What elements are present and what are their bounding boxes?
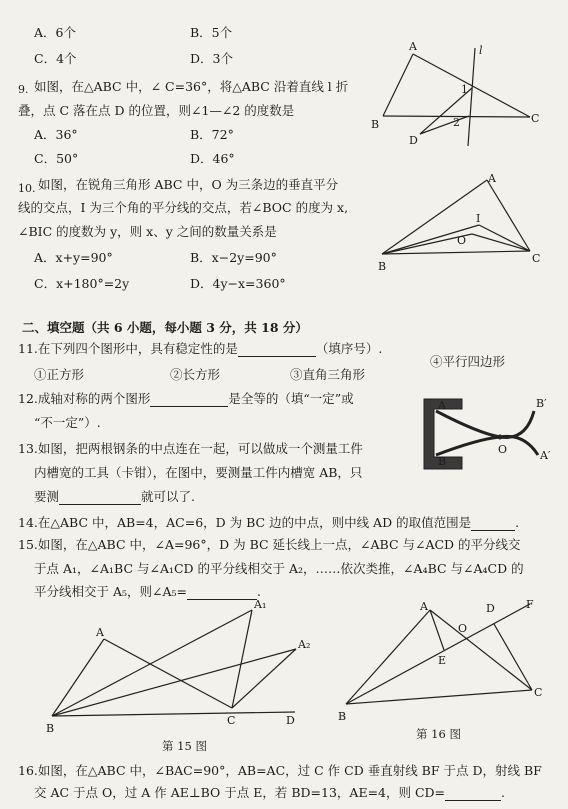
- q9-text-line2: 叠，点 C 落在点 D 的位置，则∠1—∠2 的度数是: [18, 103, 295, 118]
- q16-seg-cd: [494, 624, 532, 690]
- q16-text-line2: 交 AC 于点 O，过 A 作 AE⊥BO 于点 E，若 BD=13，AE=4，则 CD= .: [34, 785, 506, 800]
- q16-caption: 第 16 图: [416, 727, 461, 741]
- q9-number: 9.: [18, 83, 29, 96]
- q9-side-ab: [383, 54, 413, 116]
- q15-caption: 第 15 图: [162, 739, 207, 753]
- q11-text: 11.在下列四个图形中，具有稳定性的是 （填序号）.: [18, 341, 383, 356]
- q9-label-c: C: [531, 112, 540, 125]
- q15-figure: [40, 598, 330, 758]
- q9-option-c: C．50°: [34, 151, 79, 166]
- q8-option-c: C．4个: [34, 51, 77, 66]
- q8-option-a: A．6个: [34, 25, 76, 40]
- q9-text-line1: 如图，在△ABC 中，∠ C=36°，将△ABC 沿着直线 l 折: [34, 79, 349, 94]
- q10-label-a: A: [488, 172, 496, 185]
- q16-label-d: D: [486, 602, 495, 615]
- q16-answer-blank[interactable]: [445, 800, 501, 801]
- q12-text-line2: “不一定”）.: [34, 415, 101, 430]
- q16-side-bc: [346, 690, 532, 704]
- q16-label-a: A: [420, 600, 428, 613]
- q12-answer-blank[interactable]: [150, 406, 228, 407]
- section-fill-in-title: 二、填空题（共 6 小题，每小题 3 分，共 18 分）: [22, 320, 308, 335]
- q10-side-bc: [382, 251, 530, 254]
- q9-label-angle2: 2: [453, 116, 460, 129]
- q13-pivot-o: [498, 435, 503, 440]
- q10-text-line1: 如图，在锐角三角形 ABC 中，O 为三条边的垂直平分: [38, 177, 339, 192]
- q10-option-c: C．x+180°=2y: [34, 276, 130, 291]
- q15-label-a1: A₁: [254, 598, 267, 611]
- q16-label-f: F: [526, 598, 534, 611]
- q11-option-4: ④平行四边形: [430, 354, 506, 369]
- q10-figure: [372, 168, 562, 276]
- q16-number: 16.: [18, 763, 38, 778]
- q8-option-d: D．3个: [190, 51, 233, 66]
- q13-label-aprime: A′: [540, 449, 551, 462]
- q10-option-d: D．4y−x=360°: [190, 276, 286, 291]
- q10-option-a: A．x+y=90°: [34, 250, 113, 265]
- q9-label-a: A: [409, 40, 417, 53]
- q15-seg-ba1: [52, 610, 252, 716]
- q10-label-o: O: [457, 234, 467, 247]
- q15-text-line3: 平分线相交于 A₅，则∠A₅= .: [34, 584, 261, 599]
- q15-text-line1: 15.如图，在△ABC 中，∠A=96°，D 为 BC 延长线上一点，∠ABC 与∠ACD 的平分线交: [18, 537, 521, 552]
- q9-label-angle1: 1: [461, 83, 468, 96]
- q16-figure: [334, 598, 560, 744]
- q15-label-d: D: [286, 714, 295, 727]
- q10-number: 10.: [18, 182, 36, 195]
- q12-number: 12.: [18, 391, 38, 406]
- q9-side-ac: [413, 54, 530, 117]
- q11-option-2: ②长方形: [170, 367, 221, 382]
- q13-text-line3: 要测 就可以了.: [34, 489, 195, 504]
- q10-text-line3: ∠BIC 的度数为 y，则 x、y 之间的数量关系是: [18, 224, 277, 239]
- q10-label-i: I: [476, 212, 481, 225]
- q13-caliper-arm-1: [436, 411, 534, 437]
- q9-fold-d2: [420, 116, 469, 134]
- q11-option-1: ①正方形: [34, 367, 85, 382]
- q13-caliper-arm-2: [436, 436, 538, 455]
- q12-text: 12.成轴对称的两个图形 是全等的（填“一定”或: [18, 391, 354, 406]
- q13-text-line1: 13.如图，把两根钢条的中点连在一起，可以做成一个测量工件: [18, 441, 363, 456]
- q15-line-bd: [52, 712, 295, 716]
- q15-label-a2: A₂: [298, 638, 311, 651]
- q9-label-l: l: [479, 44, 483, 57]
- q9-option-a: A．36°: [34, 127, 78, 142]
- q15-label-a: A: [96, 626, 104, 639]
- q16-side-ab: [346, 610, 430, 704]
- q16-label-e: E: [438, 654, 447, 667]
- q10-text-line2: 线的交点，I 为三个角的平分线的交点，若∠BOC 的度为 x,: [18, 200, 349, 215]
- q10-label-c: C: [532, 252, 541, 265]
- q11-number: 11.: [18, 341, 38, 356]
- q16-text-line1: 16.如图，在△ABC 中，∠BAC=90°，AB=AC，过 C 作 CD 垂直射线 BF 于点 D，射线 BF: [18, 763, 542, 778]
- q8-option-b: B．5个: [190, 25, 233, 40]
- q16-label-c: C: [534, 686, 543, 699]
- q10-option-b: B．x−2y=90°: [190, 250, 277, 265]
- q9-figure: [365, 38, 560, 158]
- q16-label-o: O: [458, 622, 468, 635]
- q15-label-b: B: [46, 722, 55, 735]
- q15-seg-a1c: [232, 610, 252, 708]
- q13-answer-blank[interactable]: [59, 504, 141, 505]
- q9-fold-line: [468, 48, 475, 146]
- q15-label-c: C: [227, 714, 236, 727]
- q14-number: 14.: [18, 515, 38, 530]
- q13-label-o: O: [498, 443, 508, 456]
- q15-text-line2: 于点 A₁，∠A₁BC 与∠A₁CD 的平分线相交于 A₂，……依次类推，∠A₄BC 与∠A₄CD 的: [34, 561, 524, 576]
- q9-label-d: D: [409, 134, 418, 147]
- q11-option-3: ③直角三角形: [290, 367, 366, 382]
- q13-text-line2: 内槽宽的工具（卡钳），在图中，要测量工件内槽宽 AB，只: [34, 465, 363, 480]
- q15-number: 15.: [18, 537, 38, 552]
- q13-label-bprime: B′: [536, 397, 547, 410]
- q16-label-b: B: [338, 710, 347, 723]
- q13-number: 13.: [18, 441, 38, 456]
- q15-side-ac: [104, 639, 232, 708]
- q13-figure: [420, 393, 562, 479]
- q9-label-b: B: [371, 118, 380, 131]
- q11-answer-blank[interactable]: [238, 356, 316, 357]
- q14-answer-blank[interactable]: [471, 530, 515, 531]
- q9-option-d: D．46°: [190, 151, 235, 166]
- q13-label-a: A: [438, 399, 446, 412]
- q9-option-b: B．72°: [190, 127, 234, 142]
- q14-text: 14.在△ABC 中，AB=4，AC=6，D 为 BC 边的中点，则中线 AD 的取值范围是 .: [18, 515, 520, 530]
- q13-label-b: B: [438, 455, 447, 468]
- q10-label-b: B: [378, 260, 387, 273]
